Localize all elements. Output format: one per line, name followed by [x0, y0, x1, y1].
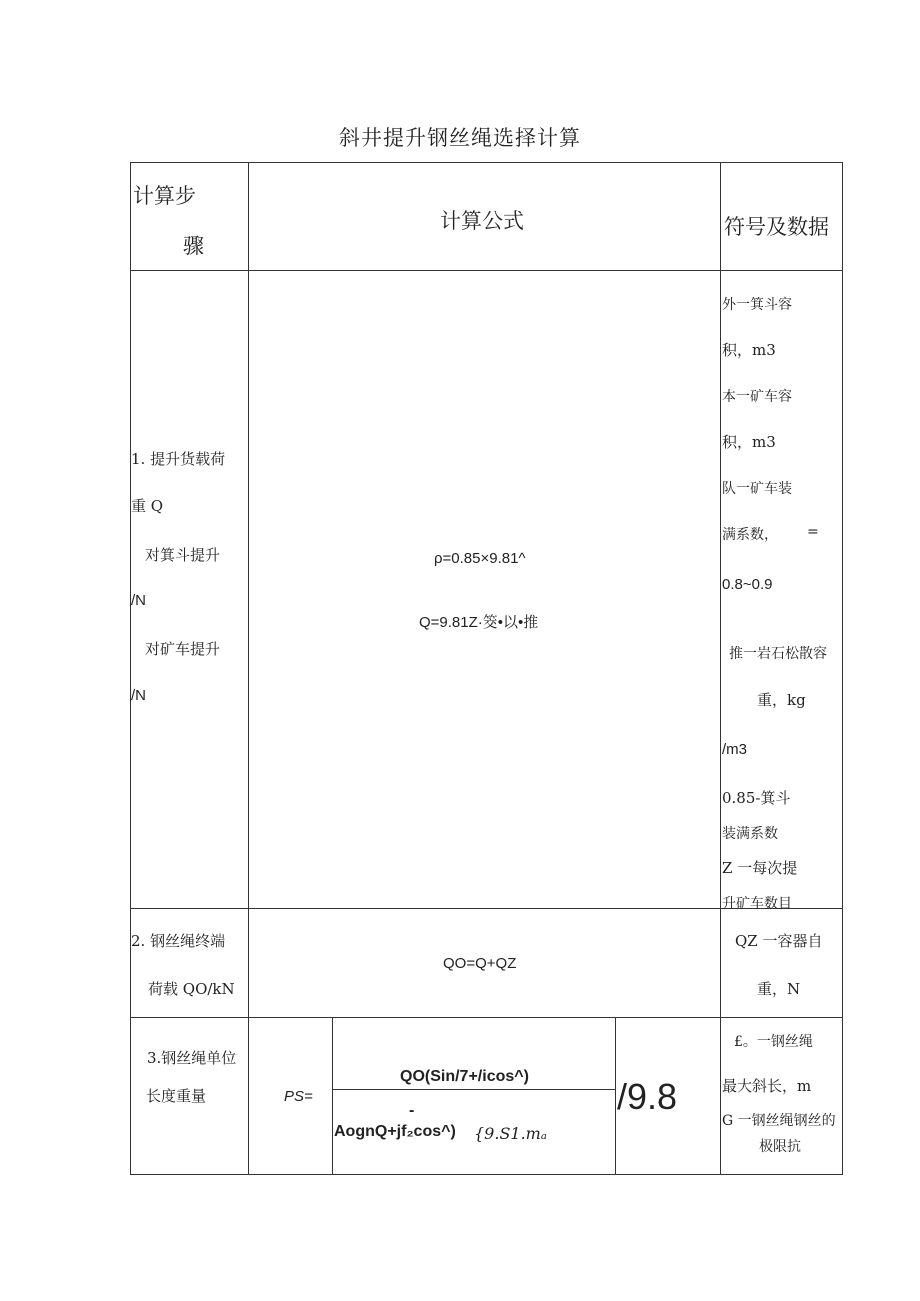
row3-symbol-text: 最大斜长，m: [722, 1077, 812, 1095]
row1-symbol-text: 装满系数: [722, 826, 778, 842]
row1-formula: ρ=0.85×9.81^: [434, 550, 526, 567]
row1-symbol-text: Z 一每次提: [722, 859, 798, 877]
row1-step-text: 1. 提升货载荷: [131, 450, 226, 468]
header-step-label: 计算步: [133, 184, 196, 208]
row3-formula-dash: -: [409, 1102, 415, 1119]
row3-symbol-text: £。一钢丝绳: [734, 1034, 813, 1050]
row3-formula-numerator: QO(Sin/7+/icos^): [400, 1068, 529, 1085]
row1-symbol-text: 满系数，: [722, 527, 778, 543]
row3-symbol-text: G 一钢丝绳钢丝的: [722, 1113, 836, 1129]
row3-symbol-text: 极限抗: [759, 1139, 801, 1155]
row2-step-text: 荷载 QO/kN: [148, 980, 235, 998]
row1-symbol-text: /m3: [722, 741, 748, 758]
row3-formula-denominator: AognQ+jf₂cos^): [334, 1123, 456, 1140]
row1-symbol-text: 升矿车数目: [722, 896, 792, 912]
row1-symbol-text: 外一箕斗容: [722, 297, 792, 313]
row2-formula: QO=Q+QZ: [443, 955, 517, 972]
header-formula-label: 计算公式: [440, 209, 524, 233]
row1-symbol-text: 积，m3: [722, 341, 776, 359]
row1-symbol-text: 重，kg: [757, 691, 806, 709]
row3-step-text: 长度重量: [146, 1087, 207, 1105]
row3-divisor: /9.8: [617, 1076, 678, 1117]
row3-ps-label: PS=: [284, 1088, 313, 1105]
row2-symbol-text: 重，N: [757, 980, 801, 998]
row1-step-text: 对箕斗提升: [145, 546, 221, 564]
row1-symbol-text: 队一矿车装: [722, 481, 792, 497]
header-step-label-cont: 骤: [183, 234, 204, 258]
row1-step-text: 对矿车提升: [145, 640, 221, 658]
row1-step-text: /N: [131, 592, 146, 609]
row3-formula-denominator-tail: {9.S1.mₐ: [474, 1124, 547, 1143]
row3-step-text: 3.钢丝绳单位: [147, 1049, 237, 1067]
row1-symbol-text: 本一矿车容: [722, 389, 792, 405]
row2-step-text: 2. 钢丝绳终端: [131, 932, 226, 950]
document-title: 斜井提升钢丝绳选择计算: [339, 126, 581, 150]
header-symbols-label: 符号及数据: [724, 215, 829, 239]
row1-step-text: /N: [131, 687, 146, 704]
row1-symbol-text: 0.85-箕斗: [722, 789, 791, 807]
row1-step-text: 重 Q: [131, 497, 164, 515]
row1-symbol-text: 推一岩石松散容: [729, 646, 827, 662]
row1-symbol-text: 0.8~0.9: [722, 576, 773, 593]
row2-symbol-text: QZ 一容器自: [735, 932, 823, 950]
row1-symbol-text: 积，m3: [722, 433, 776, 451]
row1-formula: Q=9.81Z·筊•以•推: [419, 614, 539, 631]
row1-symbol-text: =: [807, 524, 819, 540]
